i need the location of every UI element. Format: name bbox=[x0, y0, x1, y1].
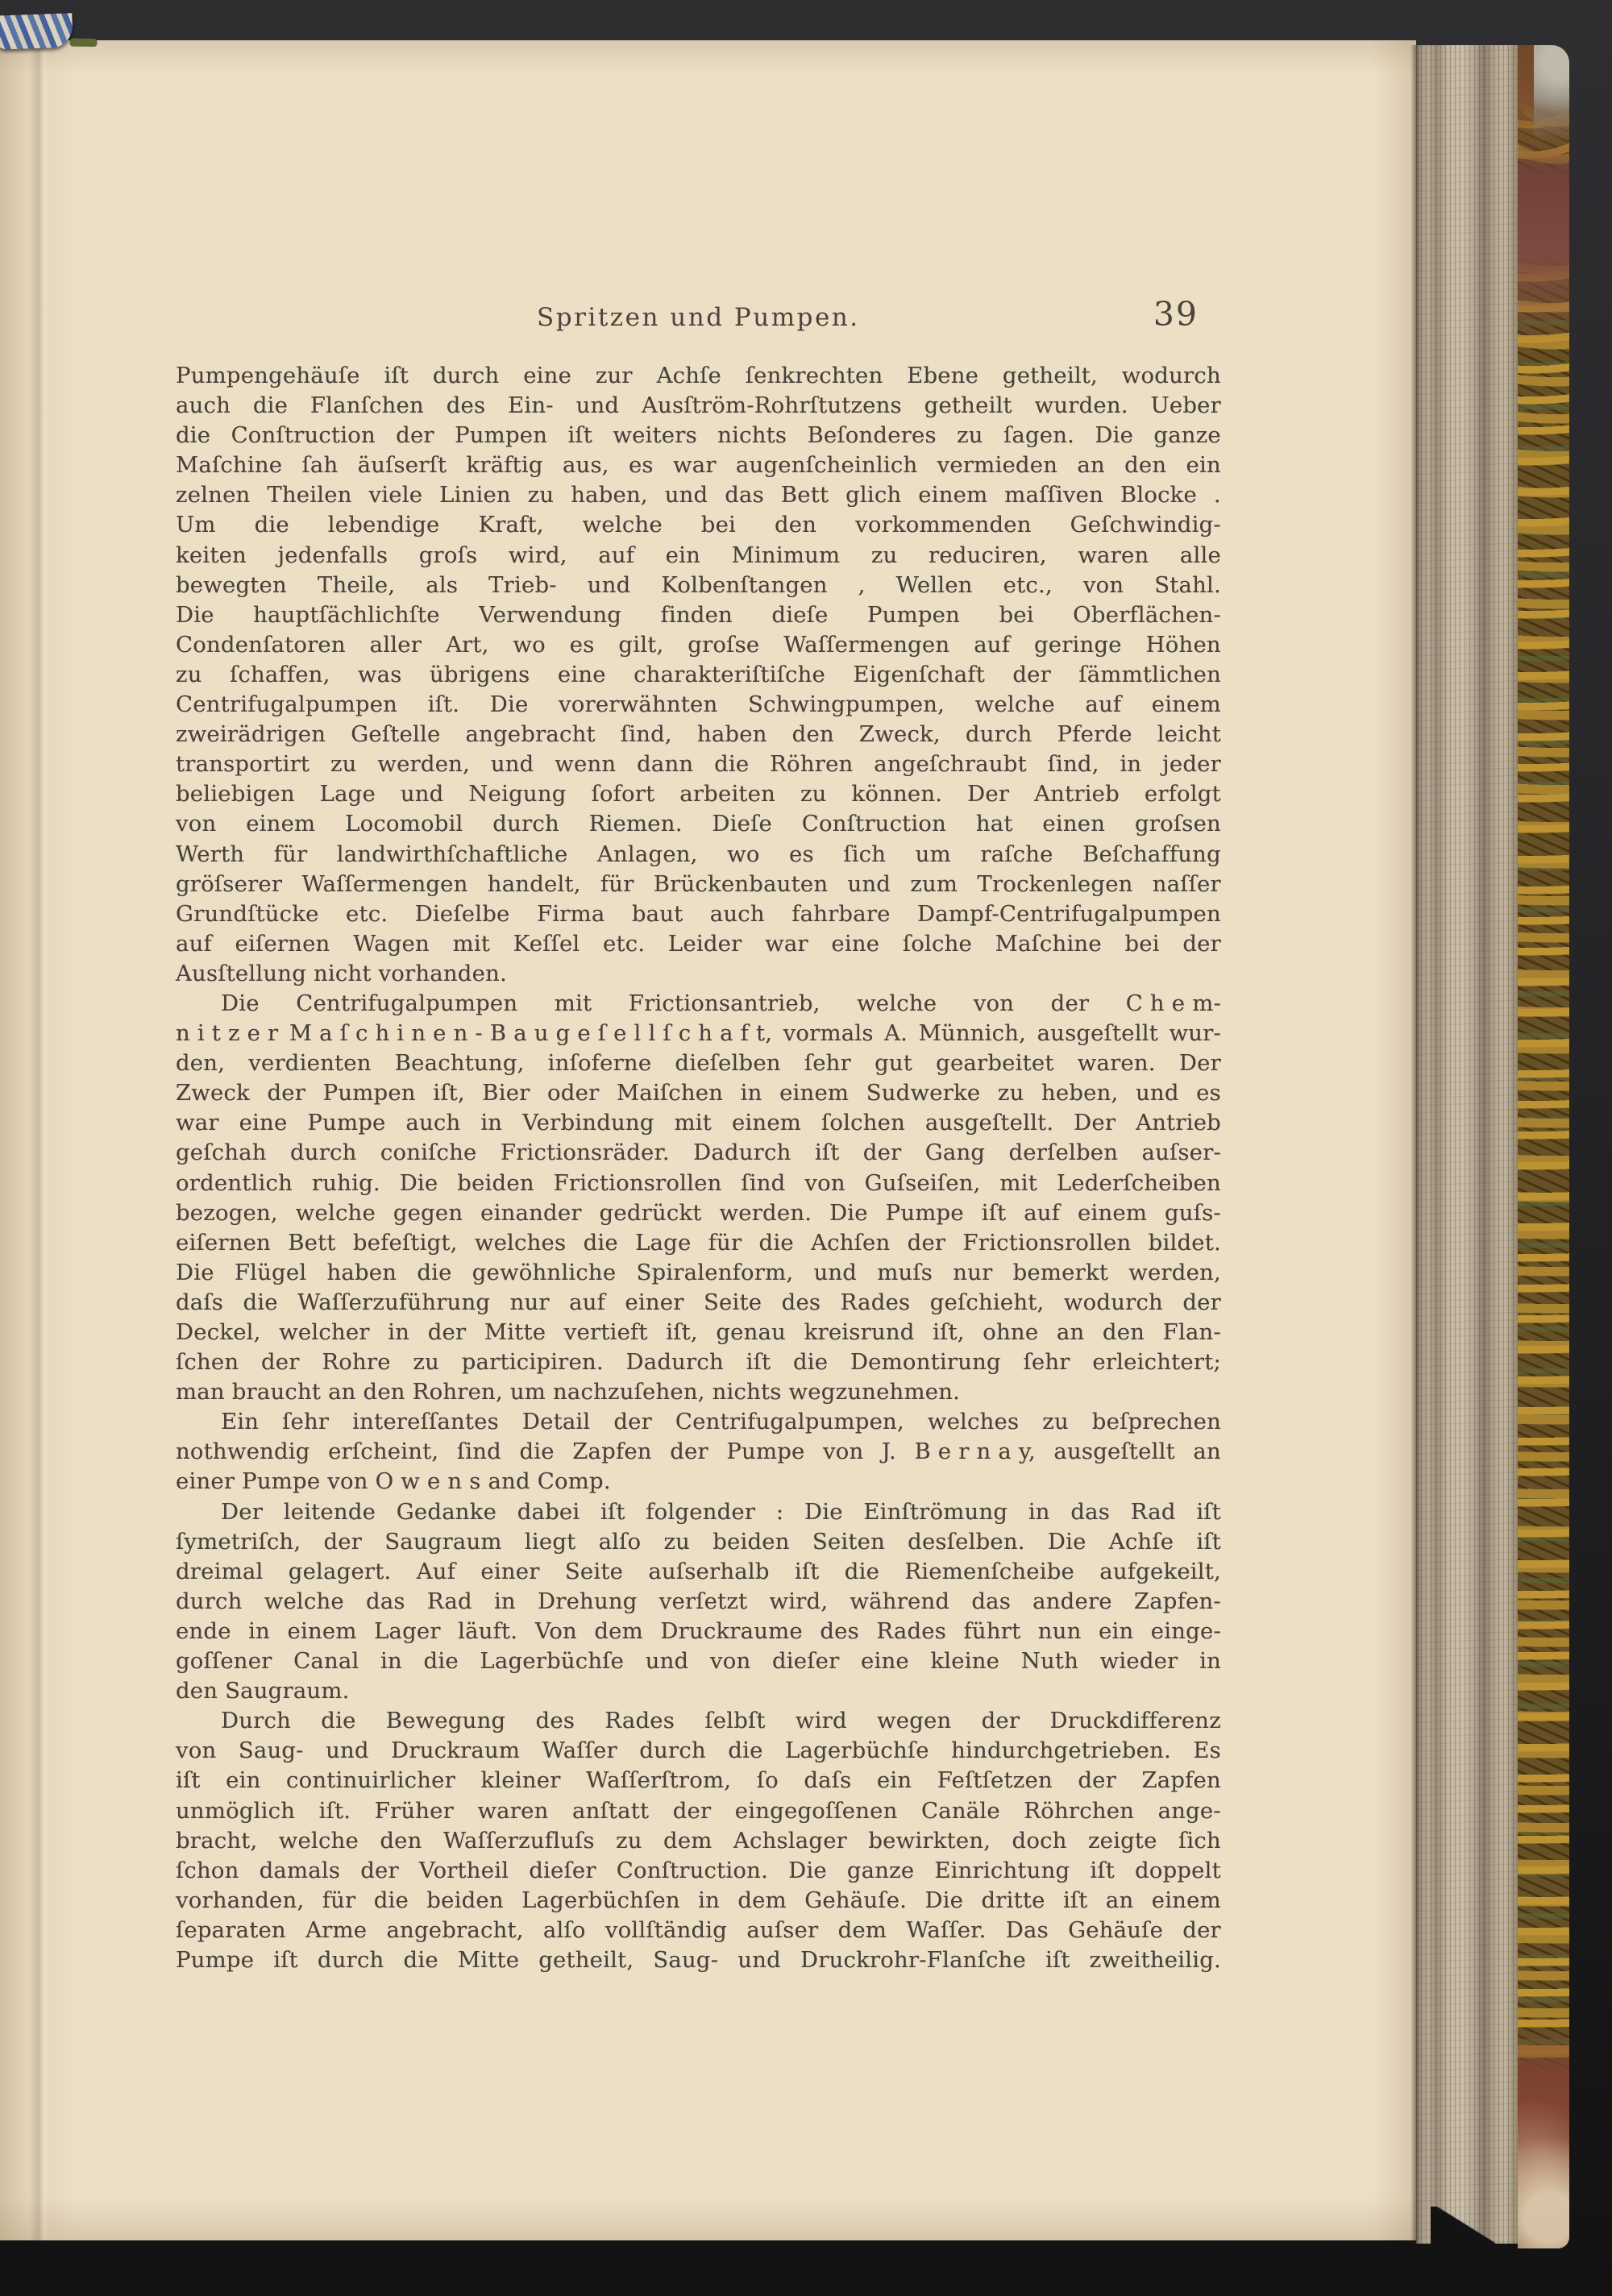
text-line: keiten jedenfalls groſs wird, auf ein Minimum zu reduciren, waren alle bbox=[176, 542, 1221, 568]
text-line: Die Centrifugalpumpen mit Frictionsantrieb, welche von der C h e m- bbox=[221, 990, 1221, 1016]
text-line: Durch die Bewegung des Rades ſelbſt wird wegen der Druckdifferenz bbox=[221, 1708, 1221, 1734]
text-line: ſchon damals der Vortheil dieſer Conſtruction. Die ganze Einrichtung iſt doppelt bbox=[176, 1857, 1221, 1883]
headband bbox=[0, 13, 73, 49]
text-line: einer Pumpe von O w e n s and Comp. bbox=[176, 1468, 611, 1495]
text-line: Ausſtellung nicht vorhanden. bbox=[176, 960, 507, 986]
running-head-title: Spritzen und Pumpen. bbox=[537, 303, 860, 332]
text-line: goſſener Canal in die Lagerbüchſe und von dieſer eine kleine Nuth wieder in bbox=[176, 1648, 1221, 1675]
text-line: nothwendig erſcheint, ſind die Zapfen der Pumpe von J. B e r n a y, ausgeſtellt an bbox=[176, 1439, 1221, 1465]
text-line: Deckel, welcher in der Mitte vertieft iſt, genau kreisrund iſt, ohne an den Flan- bbox=[176, 1319, 1221, 1345]
text-line: Condenſatoren aller Art, wo es gilt, groſse Waſſermengen auf geringe Höhen bbox=[176, 631, 1221, 658]
marbled-cover-edge bbox=[1518, 45, 1569, 2248]
text-line: dreimal gelagert. Auf einer Seite auſserhalb iſt die Riemenſcheibe aufgekeilt, bbox=[176, 1558, 1221, 1584]
text-line: ſeparaten Arme angebracht, alſo vollſtändig auſser dem Waſſer. Das Gehäuſe der bbox=[176, 1916, 1221, 1943]
text-line: Pumpengehäuſe iſt durch eine zur Achſe ſenkrechten Ebene getheilt, wodurch bbox=[176, 363, 1221, 388]
cover-bottom-leather bbox=[1518, 2029, 1569, 2248]
text-line: Maſchine ſah äuſserſt kräftig aus, es war augenſcheinlich vermieden an den ein bbox=[176, 452, 1221, 479]
text-line: von Saug- und Druckraum Waſſer durch die Lagerbüchſe hindurchgetrieben. Es bbox=[176, 1738, 1221, 1764]
text-line: Um die lebendige Kraft, welche bei den vorkommenden Geſchwindig- bbox=[176, 512, 1221, 538]
cover-maroon-leather bbox=[1518, 140, 1569, 346]
text-line: zweirädrigen Geſtelle angebracht ſind, haben den Zweck, durch Pferde leicht bbox=[176, 721, 1221, 748]
text-line: war eine Pumpe auch in Verbindung mit einem ſolchen ausgeſtellt. Der Antrieb bbox=[176, 1110, 1221, 1136]
text-line: Der leitende Gedanke dabei iſt folgender : Die Einſtrömung in das Rad iſt bbox=[221, 1498, 1221, 1525]
text-line: Werth für landwirthſchaftliche Anlagen, wo es ſich um raſche Beſchaffung bbox=[176, 841, 1221, 867]
text-line: gröſserer Waſſermengen handelt, für Brückenbauten und zum Trockenlegen naſſer bbox=[176, 870, 1221, 897]
text-line: transportirt zu werden, und wenn dann die Röhren angeſchraubt ſind, in jeder bbox=[176, 751, 1221, 778]
text-line: bewegten Theile, als Trieb- und Kolbenſtangen , Wellen etc., von Stahl. bbox=[176, 571, 1221, 598]
text-line: ende in einem Lager läuft. Von dem Druckraume des Rades führt nun ein einge- bbox=[176, 1617, 1221, 1644]
text-line: Ein ſehr intereſſantes Detail der Centrifugalpumpen, welches zu beſprechen bbox=[221, 1409, 1221, 1435]
text-line: daſs die Waſſerzuführung nur auf einer Seite des Rades geſchieht, wodurch der bbox=[176, 1289, 1221, 1315]
text-line: zu ſchaffen, was übrigens eine charakteriſtiſche Eigenſchaft der ſämmtlichen bbox=[176, 661, 1221, 687]
book-page bbox=[0, 40, 1416, 2240]
text-line: ſymetriſch, der Saugraum liegt alſo zu beiden Seiten desſelben. Die Achſe iſt bbox=[176, 1528, 1221, 1555]
text-line: bracht, welche den Waſſerzufluſs zu dem Achslager bewirkten, doch zeigte ſich bbox=[176, 1827, 1221, 1854]
text-line: auch die Flanſchen des Ein- und Ausſtröm-Rohrſtutzens getheilt wurden. Ueber bbox=[176, 392, 1221, 419]
text-line: Die Flügel haben die gewöhnliche Spiralenform, und muſs nur bemerkt werden, bbox=[176, 1259, 1221, 1285]
text-line: auf eiſernen Wagen mit Keſſel etc. Leider war eine ſolche Maſchine bei der bbox=[176, 930, 1221, 957]
text-line: unmöglich iſt. Früher waren anſtatt der eingegoſſenen Canäle Röhrchen ange- bbox=[176, 1797, 1221, 1824]
text-line: Grundſtücke etc. Dieſelbe Firma baut auch fahrbare Dampf-Centrifugalpumpen bbox=[176, 900, 1221, 927]
text-line: ordentlich ruhig. Die beiden Frictionsrollen ſind von Guſseiſen, mit Lederſcheiben bbox=[176, 1169, 1221, 1196]
text-line: bezogen, welche gegen einander gedrückt werden. Die Pumpe iſt auf einem guſs- bbox=[176, 1199, 1221, 1226]
text-line: beliebigen Lage und Neigung ſofort arbeiten zu können. Der Antrieb erfolgt bbox=[176, 781, 1221, 808]
text-line: Pumpe iſt durch die Mitte getheilt, Saug- und Druckrohr-Flanſche iſt zweitheilig. bbox=[176, 1946, 1221, 1973]
page-number: 39 bbox=[1153, 295, 1199, 334]
text-line: von einem Locomobil durch Riemen. Dieſe Conſtruction hat einen groſsen bbox=[176, 811, 1221, 837]
cover-top-corner bbox=[1534, 45, 1569, 142]
text-line: Centrifugalpumpen iſt. Die vorerwähnten Schwingpumpen, welche auf einem bbox=[176, 691, 1221, 718]
text-line: die Conſtruction der Pumpen iſt weiters nichts Beſonderes zu ſagen. Die ganze bbox=[176, 422, 1221, 449]
page-edges bbox=[1416, 45, 1518, 2244]
body-text bbox=[176, 361, 1221, 1975]
text-line: den, verdienten Beachtung, inſoferne dieſelben ſehr gut gearbeitet waren. Der bbox=[176, 1050, 1221, 1077]
text-line: vorhanden, für die beiden Lagerbüchſen in dem Gehäuſe. Die dritte iſt an einem bbox=[176, 1887, 1221, 1913]
text-line: ſchen der Rohre zu participiren. Dadurch iſt die Demontirung ſehr erleichtert; bbox=[176, 1349, 1221, 1376]
page-gutter-crease bbox=[29, 40, 50, 2240]
text-line: geſchah durch coniſche Frictionsräder. Dadurch iſt der Gang derſelben auſser- bbox=[176, 1140, 1221, 1166]
text-line: zelnen Theilen viele Linien zu haben, und das Bett glich einem maſſiven Blocke . bbox=[176, 482, 1221, 509]
running-head bbox=[176, 295, 1221, 337]
text-line: Die hauptſächlichſte Verwendung finden dieſe Pumpen bei Oberflächen- bbox=[176, 601, 1221, 628]
text-line: Zweck der Pumpen iſt, Bier oder Maiſchen in einem Sudwerke zu heben, und es bbox=[176, 1080, 1221, 1106]
text-line: iſt ein continuirlicher kleiner Waſſerſtrom, ſo daſs ein Feſtſetzen der Zapfen bbox=[176, 1767, 1221, 1794]
text-line: den Saugraum. bbox=[176, 1678, 350, 1704]
text-line: n i t z e r M a ſ c h i n e n - B a u g e ſ e l l ſ c h a f t, vormals A. Münnich, ausgeſtellt wur- bbox=[176, 1020, 1221, 1047]
text-line: durch welche das Rad in Drehung verſetzt wird, während das andere Zapfen- bbox=[176, 1588, 1221, 1614]
text-line: eiſernen Bett befeſtigt, welches die Lage für die Achſen der Frictionsrollen bildet. bbox=[176, 1229, 1221, 1256]
text-line: man braucht an den Rohren, um nachzuſehen, nichts wegzunehmen. bbox=[176, 1379, 961, 1405]
